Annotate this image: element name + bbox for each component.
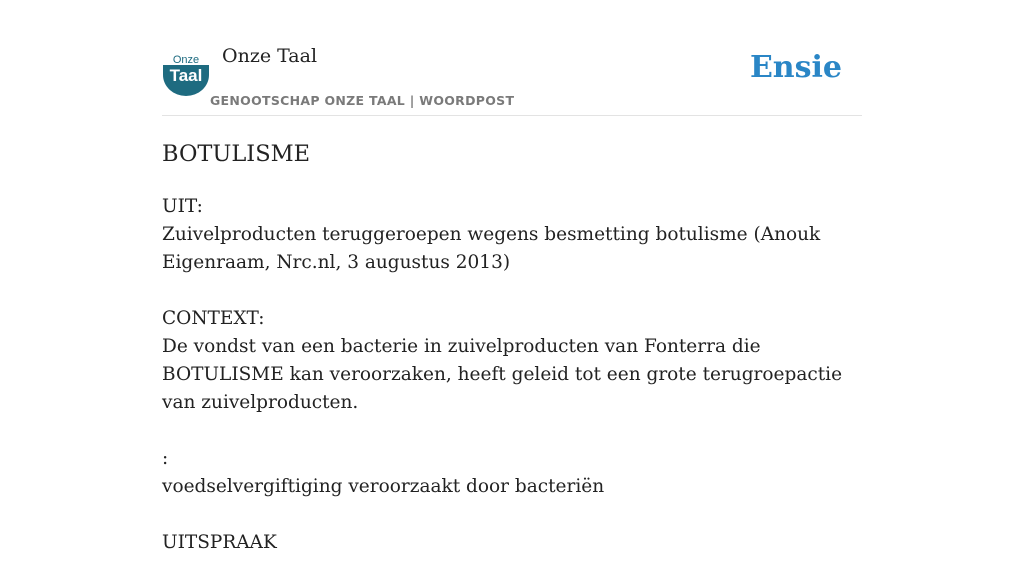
section-label: UIT: (162, 196, 203, 217)
section-context (162, 305, 872, 417)
section-label: UITSPRAAK (162, 532, 277, 553)
ensie-link[interactable]: Ensie (749, 50, 842, 85)
logo-top-text: Onze (172, 54, 200, 66)
brand-subtitle: GENOOTSCHAP ONZE TAAL | WOORDPOST (210, 93, 515, 108)
section-uitspraak (162, 529, 872, 557)
brand-name[interactable]: Onze Taal (222, 45, 318, 67)
article (162, 136, 872, 585)
logo-bottom-text: Taal (169, 66, 203, 85)
section-label: : (162, 448, 169, 469)
section-definition (162, 445, 872, 501)
section-text: Zuivelproducten teruggeroepen wegens besmetting botulisme (Anouk Eigenraam, Nrc.nl, 3 augustus 2013) (162, 224, 821, 273)
onze-taal-logo[interactable] (162, 53, 210, 96)
section-text: voedselvergiftiging veroorzaakt door bacteriën (162, 476, 605, 497)
page-title: BOTULISME (162, 141, 311, 167)
site-header (162, 40, 862, 116)
section-text: De vondst van een bacterie in zuivelproducten van Fonterra die BOTULISME kan veroorzaken, heeft geleid tot een grote terugroepactie van zuivelproducten. (162, 336, 843, 413)
section-uit (162, 193, 872, 277)
section-label: CONTEXT: (162, 308, 265, 329)
